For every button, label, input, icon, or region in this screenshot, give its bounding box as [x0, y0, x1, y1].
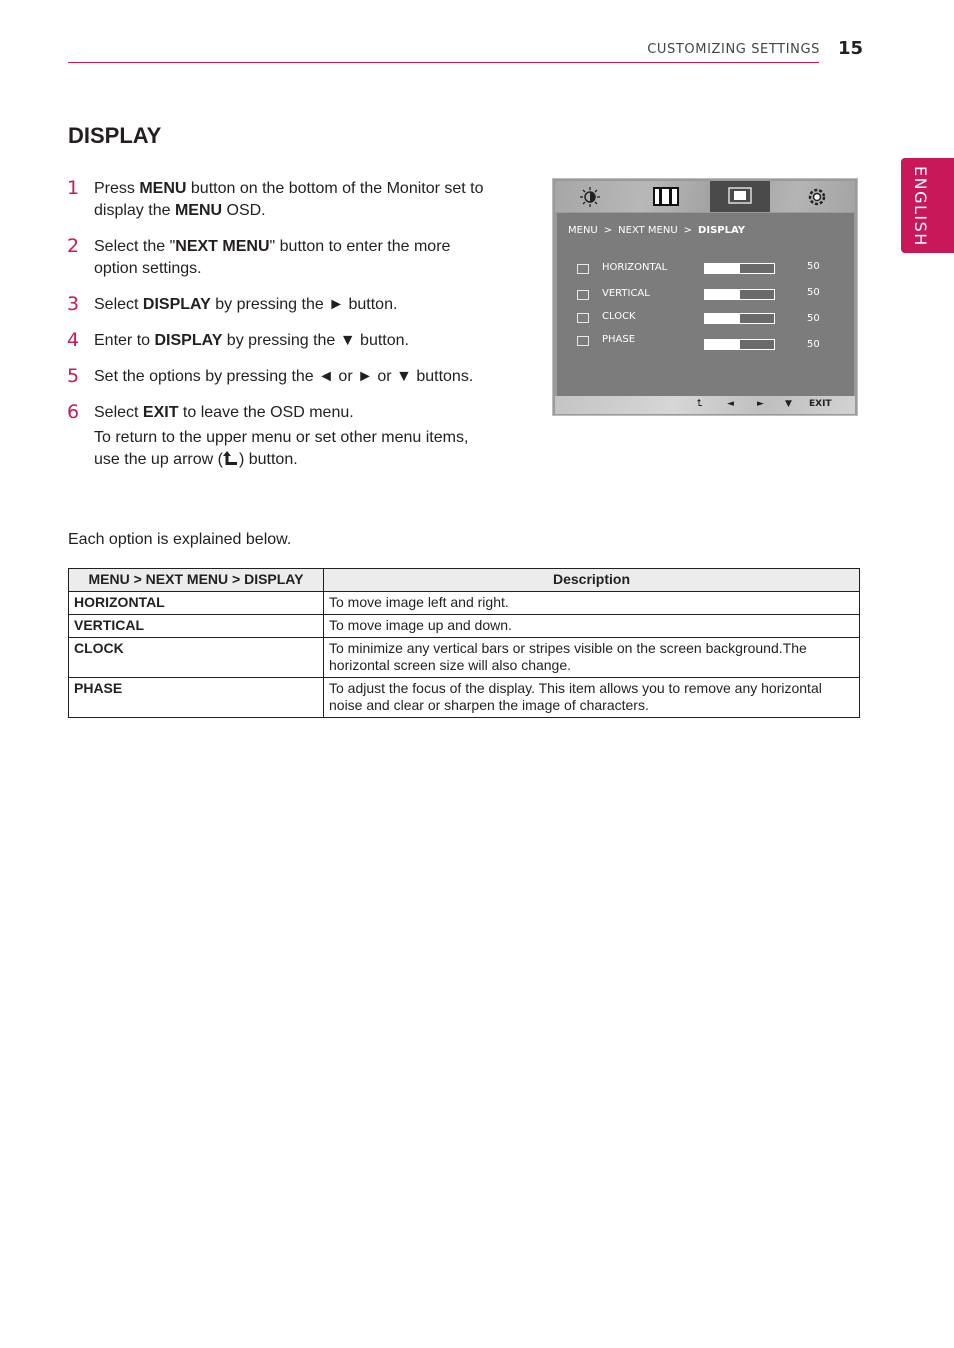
table-row	[69, 678, 860, 718]
language-tab-label: ENGLISH	[911, 166, 930, 247]
step-text: Set the options by pressing the ◄ or ► or ▼ buttons.	[94, 368, 474, 385]
step-bold: NEXT MENU	[175, 238, 270, 255]
osd-breadcrumb-menu: MENU	[568, 225, 598, 236]
step-number: 1	[67, 177, 80, 199]
osd-down-button[interactable]: ▼	[785, 399, 792, 409]
step-subtext: To return to the upper menu or set other menu items, use the up arrow (	[94, 429, 469, 468]
osd-slider[interactable]	[704, 289, 775, 300]
step-text: by pressing the ► button.	[210, 296, 398, 313]
osd-slider-fill	[740, 340, 775, 349]
phase-icon	[577, 336, 589, 346]
step-bold: DISPLAY	[154, 332, 223, 349]
osd-up-button[interactable]: ⮤	[697, 399, 703, 409]
step-text: Press	[94, 180, 140, 197]
step-number: 5	[67, 365, 80, 387]
osd-breadcrumb-separator: >	[603, 225, 613, 236]
brightness-icon	[578, 186, 602, 208]
section-title: DISPLAY	[68, 123, 162, 148]
table-row	[69, 615, 860, 638]
steps-list	[68, 178, 498, 488]
osd-row-vertical[interactable]	[557, 287, 854, 307]
language-tab	[901, 158, 954, 253]
table-header-menu: MENU > NEXT MENU > DISPLAY	[69, 569, 324, 592]
table-row	[69, 638, 860, 678]
clock-icon	[577, 313, 589, 323]
osd-row-label: VERTICAL	[602, 288, 650, 299]
step-number: 6	[67, 401, 80, 423]
osd-screenshot	[552, 178, 858, 416]
page-number: 15	[838, 38, 864, 59]
intro-text: Each option is explained below.	[68, 531, 292, 548]
osd-row-label: HORIZONTAL	[602, 262, 668, 273]
table-header-row	[69, 569, 860, 592]
step-subtext: ) button.	[238, 451, 298, 468]
step-1	[68, 178, 498, 222]
table-cell-name: HORIZONTAL	[69, 592, 324, 615]
osd-slider[interactable]	[704, 263, 775, 274]
display-icon	[728, 187, 752, 207]
horizontal-icon	[577, 264, 589, 274]
step-text: button on the bottom of the Monitor set to display the	[94, 180, 484, 219]
osd-breadcrumb-next-menu: NEXT MENU	[618, 225, 678, 236]
step-5	[68, 366, 498, 388]
step-text: to leave the OSD menu.	[178, 404, 354, 421]
up-arrow-icon	[223, 449, 239, 474]
osd-tab-settings[interactable]	[787, 181, 847, 212]
osd-tab-brightness[interactable]	[560, 181, 620, 212]
osd-breadcrumb-separator: >	[683, 225, 693, 236]
table-cell-name: CLOCK	[69, 638, 324, 678]
osd-row-clock[interactable]	[557, 310, 854, 330]
osd-slider-fill	[740, 264, 775, 273]
step-number: 4	[67, 329, 80, 351]
step-text: Enter to	[94, 332, 155, 349]
osd-row-value: 50	[807, 261, 820, 272]
osd-row-value: 50	[807, 339, 820, 350]
table-cell-description: To move image up and down.	[324, 615, 860, 638]
step-text: OSD.	[222, 202, 266, 219]
step-bold: MENU	[139, 180, 187, 197]
osd-tab-picture[interactable]	[635, 181, 695, 212]
osd-row-label: CLOCK	[602, 311, 636, 322]
step-text: " button to enter the more option settings.	[94, 238, 451, 277]
osd-row-value: 50	[807, 287, 820, 298]
step-4	[68, 330, 498, 352]
osd-footer	[555, 396, 855, 414]
osd-left-button[interactable]: ◄	[727, 399, 734, 409]
step-text: Select the "	[94, 238, 176, 255]
osd-row-phase[interactable]	[557, 333, 854, 353]
osd-row-label: PHASE	[602, 334, 636, 345]
osd-panel	[557, 212, 854, 396]
step-text: Select	[94, 404, 143, 421]
step-text: by pressing the ▼ button.	[222, 332, 409, 349]
table-row	[69, 592, 860, 615]
step-number: 2	[67, 235, 80, 257]
osd-right-button[interactable]: ►	[757, 399, 764, 409]
table-cell-name: PHASE	[69, 678, 324, 718]
osd-slider[interactable]	[704, 339, 775, 350]
settings-icon	[805, 186, 829, 208]
table-cell-name: VERTICAL	[69, 615, 324, 638]
table-cell-description: To minimize any vertical bars or stripes visible on the screen background.The horizontal screen size will also change.	[324, 638, 860, 678]
osd-slider-fill	[740, 290, 775, 299]
table-cell-description: To move image left and right.	[324, 592, 860, 615]
header-section-title: CUSTOMIZING SETTINGS	[647, 42, 820, 57]
options-table	[68, 568, 860, 718]
osd-tab-display[interactable]	[710, 181, 770, 212]
step-text: Select	[94, 296, 143, 313]
vertical-icon	[577, 290, 589, 300]
osd-breadcrumb-display: DISPLAY	[698, 225, 745, 236]
table-header-description: Description	[324, 569, 860, 592]
header-rule	[68, 62, 819, 63]
step-number: 3	[67, 293, 80, 315]
osd-row-horizontal[interactable]	[557, 261, 854, 281]
osd-breadcrumb	[568, 225, 745, 236]
step-2	[68, 236, 498, 280]
table-cell-description: To adjust the focus of the display. This item allows you to remove any horizontal noise and clear or sharpen the image of characters.	[324, 678, 860, 718]
step-6	[68, 402, 498, 474]
osd-exit-button[interactable]: EXIT	[809, 399, 832, 409]
step-bold: MENU	[174, 202, 223, 219]
step-bold: DISPLAY	[142, 296, 211, 313]
osd-slider[interactable]	[704, 313, 775, 324]
osd-tab-bar	[555, 181, 855, 212]
picture-icon	[653, 187, 679, 207]
step-bold: EXIT	[142, 404, 179, 421]
osd-slider-fill	[740, 314, 775, 323]
osd-row-value: 50	[807, 313, 820, 324]
step-3	[68, 294, 498, 316]
